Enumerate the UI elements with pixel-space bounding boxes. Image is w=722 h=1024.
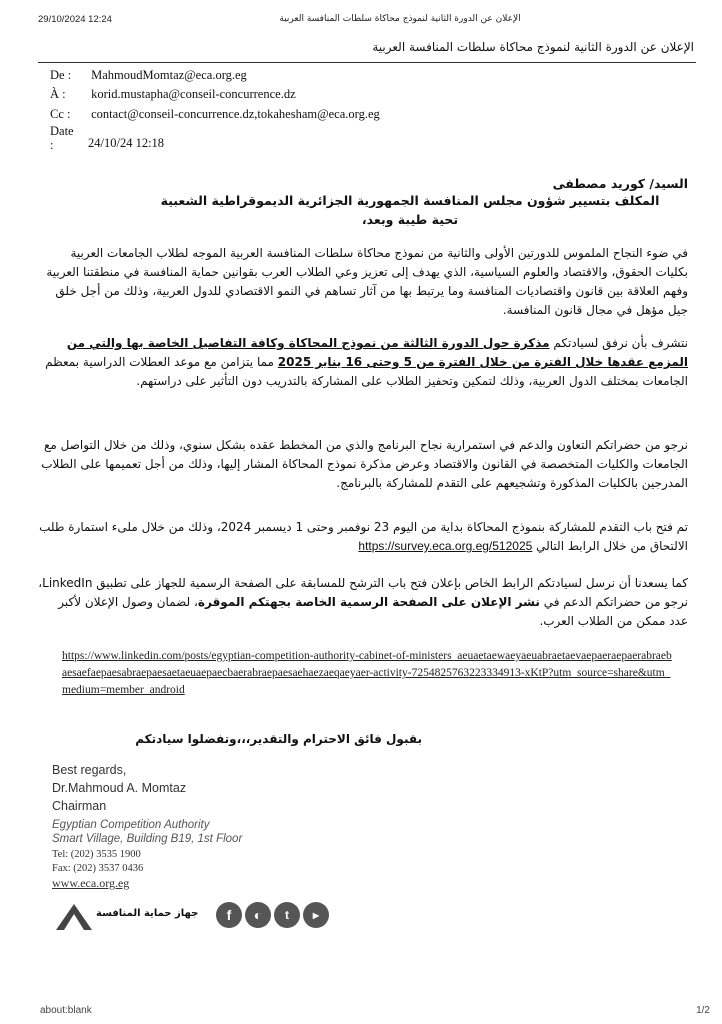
signature-role: Chairman: [52, 799, 107, 813]
email-date: 24/10/24 12:18: [88, 136, 165, 150]
header-divider: [38, 62, 696, 63]
paragraph-5-highlight: نشر الإعلان على الصفحة الرسمية الخاصة بجهتكم الموقرة: [197, 595, 540, 609]
twitter-icon[interactable]: t: [274, 902, 300, 928]
from-address: MahmoudMomtaz@eca.org.eg: [91, 68, 247, 82]
document-heading: الإعلان عن الدورة الثانية لنموذج محاكاة سلطات المنافسة العربية: [372, 40, 694, 54]
linkedin-link[interactable]: https://www.linkedin.com/posts/egyptian-competition-authority-cabinet-of-ministers_aeuaetaewaeyaeuabraetaevaepaeraepaerabraebaesaefaepaesabraepaesaetaeuaepaecbaerabraepaesaehaezaeqaeyaer-activity-7254825763223334913-xKtP?utm_source=share&utm_medium=member_android: [62, 650, 672, 696]
logo-text: جهاز حماية المنافسة: [96, 908, 199, 919]
signature-fax: Fax: (202) 3537 0436: [52, 863, 144, 874]
paragraph-4-text: تم فتح باب التقدم للمشاركة بنموذج المحاكاة بداية من اليوم 23 نوفمبر وحتى 1 ديسمبر 2024، وذلك من خلال ملىء استمارة طلب الالتحاق من خلال الرابط التالي: [39, 520, 688, 553]
closing-line: بقبول فائق الاحترام والتقدير،،،وتفضلوا سيادتكم: [135, 732, 422, 746]
print-date: 29/10/2024 12:24: [38, 14, 112, 25]
paragraph-2-rest: مما يتزامن مع موعد العطلات الدراسية بمعظم الجامعات بمختلف الدول العربية، وذلك لتمكين وتحفيز الطلاب على المشاركة بالتدريب دون التأثير على دراستهم.: [45, 355, 688, 388]
salutation-greeting: تحية طيبة وبعد،: [361, 212, 459, 227]
paragraph-1: في ضوء النجاح الملموس للدورتين الأولى والثانية من نموذج محاكاة سلطات المنافسة العربية الموجه لطلاب الجامعات العربية بكليات الحقوق، والاقتصاد والعلوم السياسية، الذي يهدف إلى تعزيز وعي الطلاب العرب بقوانين حماية المنافسة في منطقتنا العربية وفهم العلاقة بين قانون واقتصاديات المنافسة وما يرتبط بها من آثار تساهم في النمو الاقتصادي للدول العربية، وذلك من أجل خلق جيل مؤهل في مجال قانون المنافسة.: [46, 246, 688, 317]
paragraph-2-highlight: مذكرة حول الدورة الثالثة من نموذج المحاكاة وكافة التفاصيل الخاصة بها والتي من المزمع عقدها خلال الفترة من خلال الفترة من 5 وحتى 16 يناير 2025: [66, 336, 688, 369]
signature-name: Dr.Mahmoud A. Momtaz: [52, 781, 187, 795]
from-label: De :: [50, 68, 72, 82]
signature-website[interactable]: www.eca.org.eg: [52, 876, 130, 890]
date-colon: :: [50, 138, 54, 152]
footer-url: about:blank: [40, 1005, 92, 1016]
print-title: الإعلان عن الدورة الثانية لنموذج محاكاة سلطات المنافسة العربية: [279, 14, 521, 24]
to-address: korid.mustapha@conseil-concurrence.dz: [91, 87, 296, 101]
cc-label: Cc :: [50, 107, 71, 121]
paragraph-5-rest: ، لضمان وصول الإعلان لأكبر عدد ممكن من الطلاب العرب.: [58, 595, 688, 628]
signature-address: Smart Village, Building B19, 1st Floor: [52, 833, 243, 845]
eca-emblem-icon: [54, 902, 94, 932]
globe-icon[interactable]: ◐: [245, 902, 271, 928]
paragraph-2: [38, 334, 688, 391]
cc-address: contact@conseil-concurrence.dz,tokahesham@eca.org.eg: [91, 107, 380, 121]
survey-link[interactable]: https://survey.eca.org.eg/512025: [358, 539, 533, 553]
date-label: Date: [50, 124, 74, 138]
email-to-row: [50, 87, 296, 102]
paragraph-2-intro: نتشرف بأن نرفق لسيادتكم: [549, 336, 688, 350]
email-cc-row: [50, 107, 380, 122]
paragraph-3: نرجو من حضراتكم التعاون والدعم في استمرارية نجاح البرنامج والذي من المخطط عقده بشكل سنوي، وذلك من خلال التواصل مع الجامعات والكليات المتخصصة في القانون والاقتصاد وعرض مذكرة نموذج المحاكاة المشار إليها، وذلك من أجل تعميمها على الطلاب المدرجين بالكليات المذكورة وتشجيعهم على التقدم للمشاركة بالبرنامج.: [41, 438, 688, 490]
signature-regards: Best regards,: [52, 763, 127, 777]
youtube-icon[interactable]: ▶: [303, 902, 329, 928]
eca-logo: [54, 896, 214, 936]
facebook-icon[interactable]: f: [216, 902, 242, 928]
signature-org: Egyptian Competition Authority: [52, 819, 210, 831]
email-date-row: [50, 124, 74, 152]
signature-tel: Tel: (202) 3535 1900: [52, 849, 141, 860]
paragraph-4: [38, 518, 688, 556]
paragraph-5-intro: كما يسعدنا أن نرسل لسيادتكم الرابط الخاص بإعلان فتح باب الترشح للمسابقة على الصفحة الرسمية للجهاز على تطبيق LinkedIn، نرجو من حضراتكم الدعم في: [38, 576, 688, 609]
to-label: À :: [50, 87, 66, 101]
page-number: 1/2: [696, 1005, 710, 1016]
paragraph-5: [38, 574, 688, 631]
salutation-title: المكلف بتسيير شؤون مجلس المنافسة الجمهورية الجزائرية الديموقراطية الشعبية: [160, 193, 660, 208]
social-icons: [216, 902, 332, 928]
salutation-name: السيد/ كوريد مصطفى: [552, 176, 688, 191]
email-from-row: [50, 68, 247, 83]
